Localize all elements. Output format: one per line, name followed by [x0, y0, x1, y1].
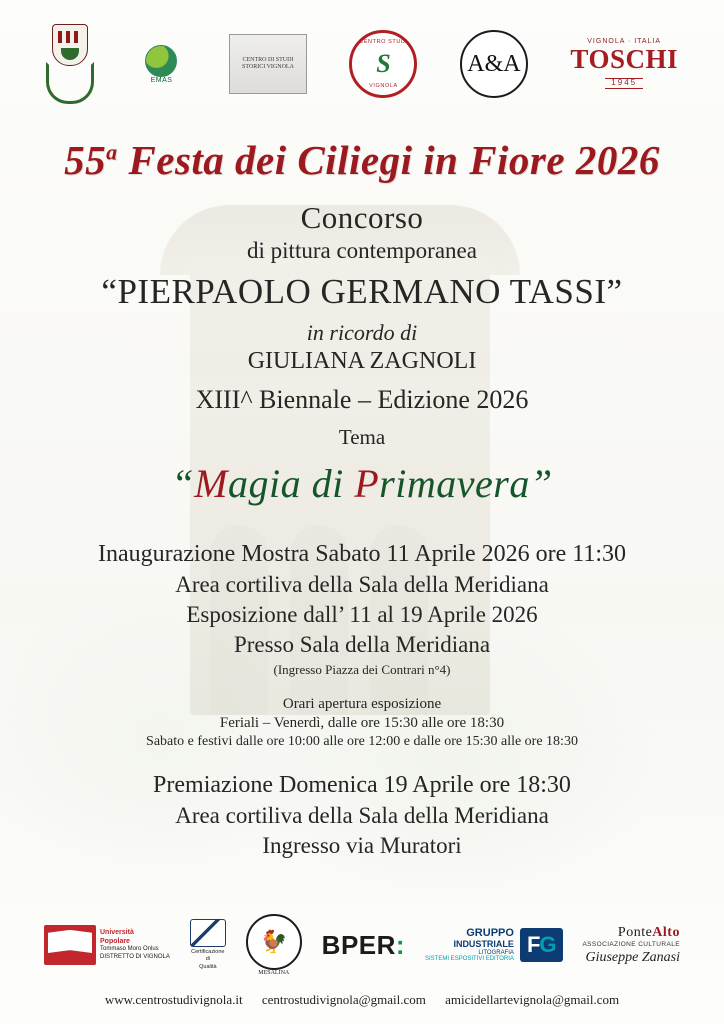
cert-line2: di	[205, 956, 210, 963]
award-entrance: Ingresso via Muratori	[262, 833, 462, 858]
comune-di-vignola-crest-logo	[46, 24, 94, 104]
emas-label: EMAS	[150, 76, 173, 84]
entrance-note: (Ingresso Piazza dei Contrari n°4)	[273, 662, 451, 677]
fg-mark-accent: G	[539, 931, 556, 957]
unipop-line2: Popolare	[100, 937, 130, 945]
coat-of-arms-icon	[52, 24, 88, 66]
universita-popolare-logo	[44, 925, 170, 965]
bper-banca-logo	[322, 930, 405, 961]
festival-title: Festa dei Ciliegi in Fiore 2026	[128, 137, 660, 183]
amici-dell-arte-label: A&A	[467, 50, 521, 77]
open-book-icon	[44, 925, 96, 965]
cert-line3: Qualità	[199, 963, 217, 970]
toschi-location-label: VIGNOLA · ITALIA	[587, 37, 662, 45]
amici-dell-arte-logo	[460, 30, 528, 98]
biennale-edition: XIII^ Biennale – Edizione 2026	[195, 385, 529, 414]
award-line: Premiazione Domenica 19 Aprile ore 18:30	[153, 772, 571, 798]
theme-title	[0, 460, 724, 507]
sponsor-logo-strip	[0, 914, 724, 976]
bper-dot: :	[395, 929, 406, 960]
hours-weekend: Sabato e festivi dalle ore 10:00 alle ore 12:00 e dalle ore 15:30 alle ore 18:30	[146, 734, 578, 749]
fg-mark-icon: FG	[520, 928, 563, 962]
ponte-alto-logo	[582, 925, 680, 966]
centro-studi-arte-top-label: CENTRO STUDI	[359, 39, 408, 45]
theme-open-quote: “	[171, 461, 195, 506]
toschi-logo	[570, 38, 678, 90]
competition-artist-name: “PIERPAOLO GERMANO TASSI”	[101, 272, 623, 311]
in-memory-label: in ricordo di	[306, 320, 418, 345]
header-logo-strip	[0, 0, 724, 110]
competition-heading: Concorso	[300, 200, 424, 235]
exhibition-place: Presso Sala della Meridiana	[233, 632, 491, 657]
gruppo-line2: INDUSTRIALE	[453, 939, 514, 950]
pontealto-light: Ponte	[617, 924, 653, 940]
theme-text-2: rimavera	[379, 461, 530, 506]
opening-line: Inaugurazione Mostra Sabato 11 Aprile 2026 ore 11:30	[97, 541, 627, 567]
mesalina-label: MESALINA	[258, 970, 290, 976]
hours-title: Orari apertura esposizione	[282, 696, 442, 712]
poster-title	[0, 136, 724, 184]
footer-contacts	[0, 992, 724, 1008]
gruppo-industriale-fg-logo	[425, 927, 563, 964]
opening-place: Area cortiliva della Sala della Meridiana	[175, 572, 549, 597]
theme-label: Tema	[338, 425, 386, 449]
cert-line1: Certificazione	[191, 949, 225, 956]
exhibition-dates: Esposizione dall’ 11 al 19 Aprile 2026	[186, 602, 538, 627]
centro-studi-arte-bottom-label: VIGNOLA	[369, 83, 398, 89]
centro-studi-arte-vignola-logo	[349, 30, 417, 98]
gruppo-line1: GRUPPO	[466, 926, 514, 939]
certificazione-qualita-logo	[190, 919, 226, 970]
certification-mark-icon	[190, 919, 226, 947]
bper-label: BPER	[321, 929, 396, 960]
rooster-icon: 🐓	[246, 914, 302, 970]
theme-cap-p: P	[354, 461, 380, 506]
edition-ordinal: a	[106, 139, 118, 165]
signature-text: Giuseppe Zanasi	[585, 949, 680, 965]
toschi-brand-label: TOSCHI	[570, 44, 678, 75]
hours-weekdays: Feriali – Venerdì, dalle ore 15:30 alle ore 18:30	[219, 715, 505, 731]
footer-email-2[interactable]: amicidellartevignola@gmail.com	[445, 992, 620, 1007]
pontealto-subtitle: ASSOCIAZIONE CULTURALE	[582, 940, 680, 948]
theme-cap-m: M	[194, 461, 228, 506]
memorial-name: GIULIANA ZAGNOLI	[247, 348, 477, 374]
unipop-line3: Tommaso Moro Onlus	[100, 946, 159, 953]
pontealto-bold: Alto	[652, 924, 680, 940]
theme-text-1: agia di	[228, 461, 355, 506]
footer-website[interactable]: www.centrostudivignola.it	[104, 992, 243, 1007]
gruppo-line3: LITOGRAFIA	[478, 949, 514, 956]
edition-number: 55	[64, 137, 107, 183]
centro-studi-vignola-label: CENTRO DI STUDI STORICI VIGNOLA	[241, 56, 294, 70]
theme-close-quote: ”	[529, 461, 553, 506]
monogram-icon: S	[376, 49, 391, 78]
laurel-wreath-icon	[46, 62, 94, 104]
mesalina-logo	[246, 914, 302, 976]
gruppo-line4: SISTEMI ESPOSITIVI EDITORIA	[425, 956, 514, 963]
award-place: Area cortiliva della Sala della Meridiana	[175, 803, 549, 828]
globe-icon	[145, 45, 177, 77]
toschi-year-label: 1945	[605, 78, 643, 88]
unipop-line4: DISTRETTO DI VIGNOLA	[100, 953, 170, 960]
competition-subheading: di pittura contemporanea	[247, 238, 477, 263]
centro-studi-vignola-logo	[229, 34, 307, 94]
footer-email-1[interactable]: centrostudivignola@gmail.com	[261, 992, 426, 1007]
emas-logo	[136, 42, 186, 86]
unipop-line1: Università	[100, 928, 134, 936]
